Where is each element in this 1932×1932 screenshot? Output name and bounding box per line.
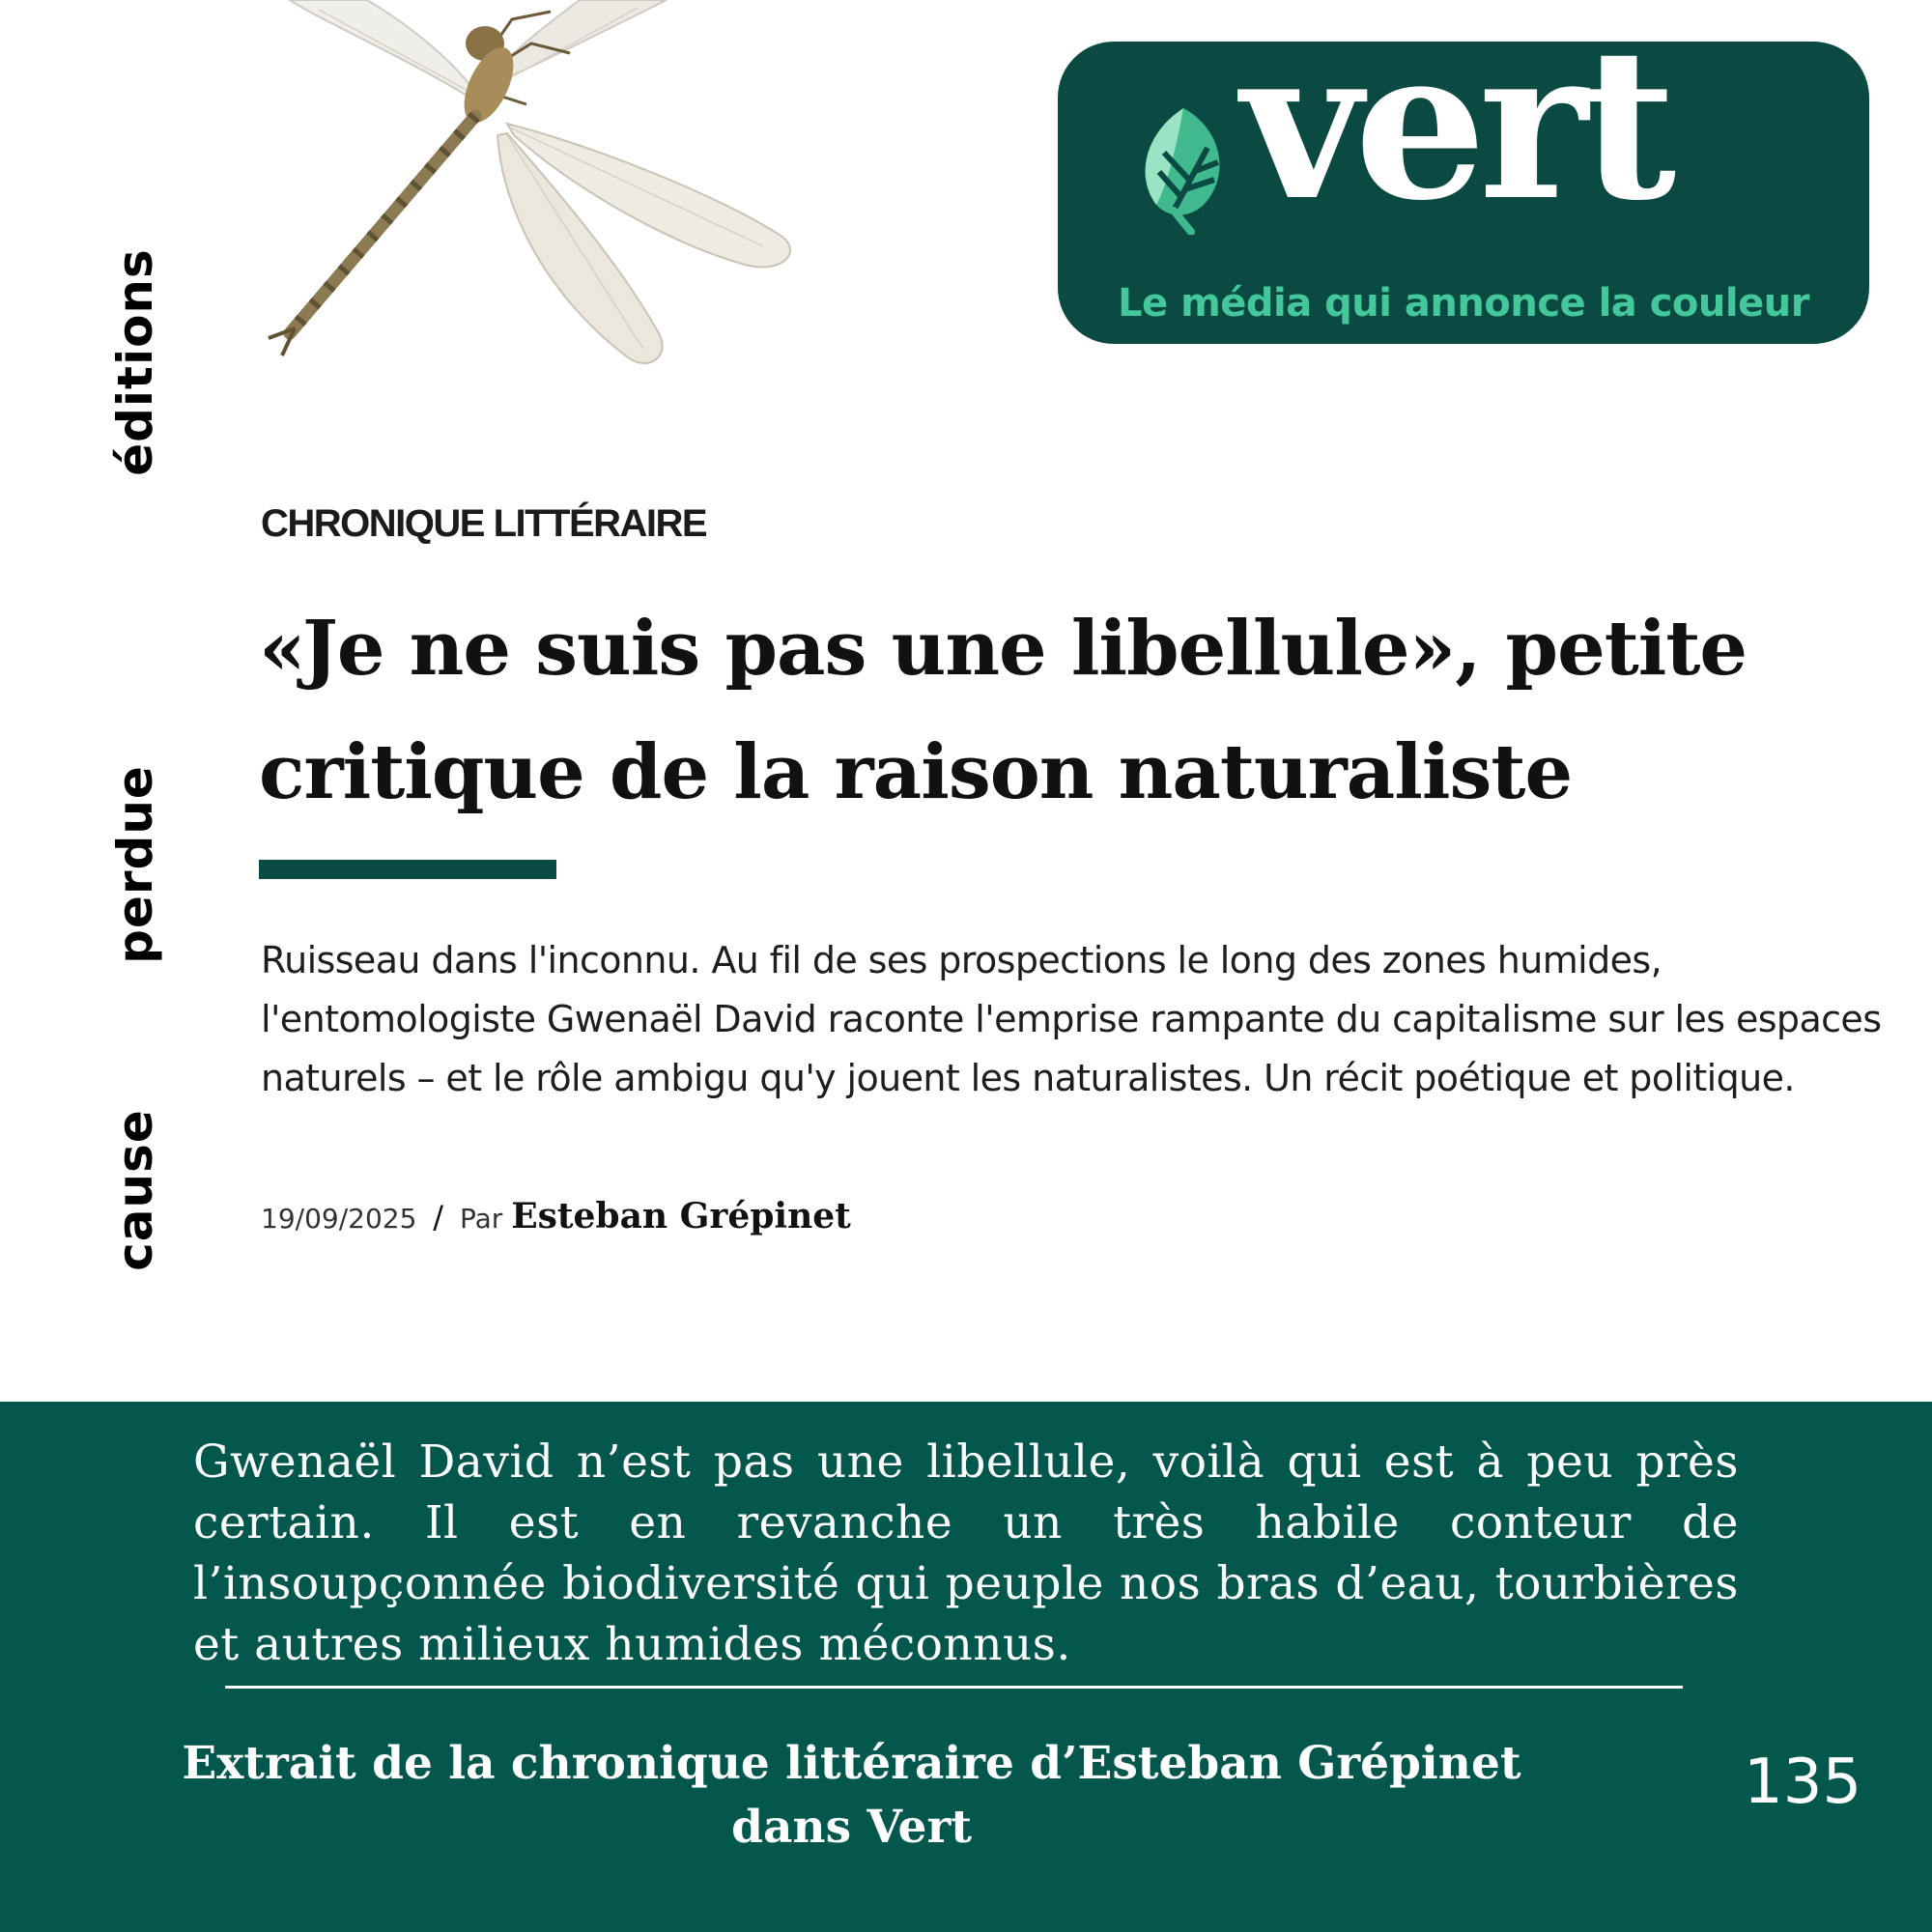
article-headline: «Je ne suis pas une libellule», petite critique de la raison naturaliste [259,605,1747,816]
article-lede: Ruisseau dans l'inconnu. Au fil de ses prospections le long des zones humides, l'entomologiste Gwenaël David raconte l'emprise rampante du capitalisme sur les espaces naturels – et le rôle ambigu qu'y jouent les naturalistes. Un récit poétique et politique. [261,939,1882,1099]
section-kicker: CHRONIQUE LITTÉRAIRE [261,502,707,545]
publication-date: 19/09/2025 [261,1203,417,1235]
excerpt-quote: Gwenaël David n’est pas une libellule, voilà qui est à peu près certain. Il est en revanche un très habile conteur de l’insoupçonnée biodiversité qui peuple nos bras d’eau, tourbières et autres milieux humides méconnus. [193,1435,1739,1671]
leaf-icon [1135,104,1232,235]
byline-separator: / [433,1199,444,1236]
dragonfly-illustration [261,0,811,377]
author-name: Esteban Grépinet [511,1196,851,1236]
side-word-perdue: perdue [107,765,163,964]
side-word-editions: éditions [107,248,163,476]
excerpt-caption: Extrait de la chronique littéraire d’Esteban Grépinet dans Vert [182,1737,1521,1854]
side-word-cause: cause [107,1109,163,1271]
by-label: Par [459,1203,503,1235]
vert-wordmark: vert [1241,2,1669,246]
page-number: 135 [1744,1747,1862,1818]
vert-tagline: Le média qui annonce la couleur [1118,281,1809,326]
vert-logo-card [1058,2,1869,344]
accent-bar [259,860,556,879]
divider-rule [225,1686,1683,1689]
byline [261,1196,851,1236]
